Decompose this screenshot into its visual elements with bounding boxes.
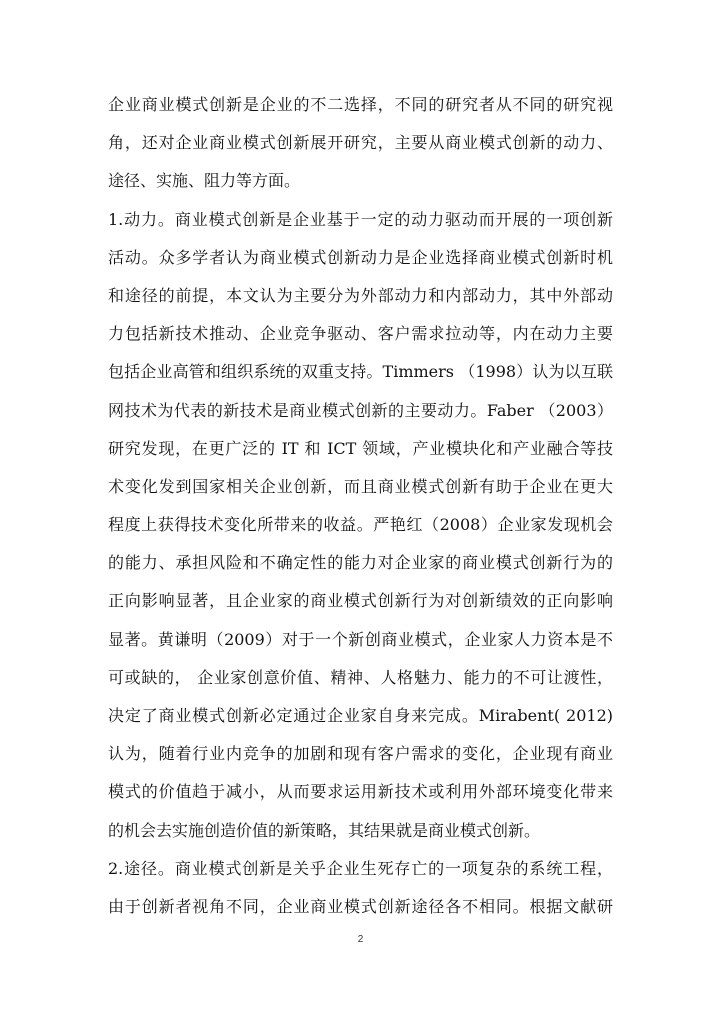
text-line: 程度上获得技术变化所带来的收益。严艳红（2008）企业家发现机会 — [108, 515, 613, 535]
text-line: 包括企业高管和组织系统的双重支持。Timmers （1998）认为以互联 — [108, 362, 613, 382]
text-line: 由于创新者视角不同，企业商业模式创新途径各不相同。根据文献研 — [108, 896, 613, 916]
body-text — [108, 86, 613, 926]
text-line: 1.动力。商业模式创新是企业基于一定的动力驱动而开展的一项创新 — [108, 209, 613, 229]
text-line: 认为，随着行业内竞争的加剧和现有客户需求的变化，企业现有商业 — [108, 744, 613, 764]
text-line: 角，还对企业商业模式创新展开研究，主要从商业模式创新的动力、 — [108, 133, 613, 153]
text-line: 企业商业模式创新是企业的不二选择，不同的研究者从不同的研究视 — [108, 95, 613, 114]
text-line: 途径、实施、阻力等方面。 — [108, 171, 301, 191]
text-line: 力包括新技术推动、企业竞争驱动、客户需求拉动等，内在动力主要 — [108, 324, 613, 344]
page-number: 2 — [357, 934, 364, 945]
text-line: 可或缺的， 企业家创意价值、精神、人格魅力、能力的不可让渡性， — [108, 667, 613, 687]
text-line: 和途径的前提，本文认为主要分为外部动力和内部动力，其中外部动 — [108, 285, 613, 305]
text-line: 显著。黄谦明（2009）对于一个新创商业模式，企业家人力资本是不 — [108, 629, 613, 649]
text-line: 研究发现，在更广泛的 IT 和 ICT 领域，产业模块化和产业融合等技 — [108, 438, 613, 458]
text-line: 正向影响显著，且企业家的商业模式创新行为对创新绩效的正向影响 — [108, 591, 613, 611]
text-line: 模式的价值趋于减小，从而要求运用新技术或利用外部环境变化带来 — [108, 782, 613, 802]
text-line: 术变化发到国家相关企业创新，而且商业模式创新有助于企业在更大 — [108, 476, 613, 496]
text-line: 2.途径。商业模式创新是关乎企业生死存亡的一项复杂的系统工程， — [108, 858, 613, 878]
text-line: 的机会去实施创造价值的新策略，其结果就是商业模式创新。 — [108, 820, 541, 840]
text-line: 网技术为代表的新技术是商业模式创新的主要动力。Faber （2003） — [108, 400, 613, 420]
text-line: 决定了商业模式创新必定通过企业家自身来完成。Mirabent( 2012) — [108, 706, 613, 725]
text-line: 活动。众多学者认为商业模式创新动力是企业选择商业模式创新时机 — [108, 247, 613, 267]
text-line: 的能力、承担风险和不确定性的能力对企业家的商业模式创新行为的 — [108, 553, 613, 573]
